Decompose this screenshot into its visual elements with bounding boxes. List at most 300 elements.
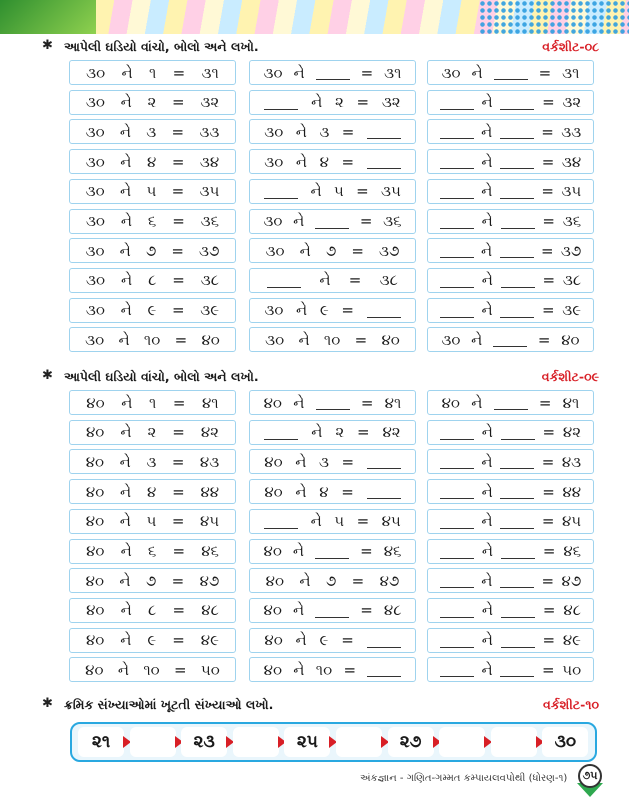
- answer-blank[interactable]: [440, 124, 474, 139]
- equation-token: ૫: [333, 182, 344, 201]
- answer-blank[interactable]: [264, 95, 298, 110]
- equation-box: [249, 209, 416, 234]
- equation-box: [69, 390, 236, 415]
- equation-token: ૪: [147, 152, 157, 171]
- equation-token: ૩૦: [85, 212, 105, 230]
- sequence-instruction: ક્રમિક સંખ્યાઓમાં ખૂટતી સંખ્યાઓ લખો.: [64, 697, 274, 712]
- equation-token: =: [357, 423, 370, 442]
- equation-token: =: [538, 63, 552, 82]
- equation-box: [69, 449, 236, 474]
- equation-box: [69, 60, 236, 85]
- equation-token: ને: [120, 152, 132, 171]
- answer-blank[interactable]: [315, 603, 349, 618]
- equation-token: ૩૦: [85, 330, 105, 349]
- equation-token: ૩: [319, 122, 330, 141]
- equation-box: [249, 539, 416, 564]
- answer-blank[interactable]: [494, 65, 528, 80]
- answer-blank[interactable]: [367, 662, 401, 677]
- equation-token: ૪૦: [264, 452, 283, 471]
- equation-token: ૪૨: [200, 423, 219, 442]
- equation-box: [427, 449, 594, 474]
- equation-token: ૩૦: [85, 122, 105, 141]
- equation-box: [249, 509, 416, 534]
- section-header: [42, 368, 599, 388]
- equation-token: ૩: [318, 452, 329, 471]
- equation-token: ૩૬: [383, 212, 402, 230]
- equation-token: =: [542, 423, 556, 442]
- equation-token: ૪૦: [85, 571, 105, 590]
- equation-token: ને: [295, 452, 307, 471]
- equation-token: ને: [295, 482, 307, 501]
- equation-box: [427, 298, 594, 323]
- equation-token: =: [171, 182, 185, 201]
- equation-token: ને: [120, 542, 132, 560]
- answer-blank[interactable]: [440, 573, 474, 588]
- answer-blank[interactable]: [493, 332, 527, 347]
- equation-token: ને: [117, 660, 129, 679]
- equation-box: [427, 390, 594, 415]
- answer-blank[interactable]: [500, 573, 534, 588]
- equation-box: [249, 568, 416, 593]
- equation-token: =: [360, 542, 373, 560]
- equation-token: ને: [121, 393, 133, 412]
- equation-box: [69, 568, 236, 593]
- equation-box: [249, 327, 416, 352]
- equation-token: ૪૨: [382, 423, 401, 442]
- equation-token: ૪૦: [86, 542, 105, 560]
- equation-token: ૩૦: [263, 63, 283, 82]
- equation-token: ૪૦: [441, 393, 460, 412]
- equation-token: ૨: [147, 423, 157, 442]
- equation-token: ૩૦: [264, 301, 284, 320]
- equation-box: [249, 149, 416, 174]
- equation-token: =: [356, 512, 370, 531]
- equation-token: =: [172, 393, 186, 412]
- answer-blank[interactable]: [501, 544, 535, 559]
- equation-token: ૩૦: [85, 301, 105, 320]
- equation-token: ૩૩: [199, 122, 220, 141]
- equation-token: ૪: [319, 482, 329, 501]
- equation-token: ને: [120, 93, 132, 112]
- sequence-number: ૨૧: [78, 727, 124, 757]
- sequence-header: [42, 696, 599, 716]
- equation-box: [427, 119, 594, 144]
- equation-token: =: [351, 241, 364, 260]
- equation-token: =: [171, 122, 185, 141]
- equation-token: ને: [481, 660, 493, 679]
- equation-token: ૪: [319, 152, 329, 171]
- equation-token: ૪૩: [199, 452, 220, 471]
- equation-token: =: [541, 182, 554, 201]
- equation-token: ને: [481, 423, 493, 442]
- equation-token: ૪૦: [85, 631, 105, 650]
- equation-token: ૨: [335, 423, 345, 442]
- answer-blank[interactable]: [440, 273, 474, 288]
- equation-token: ને: [481, 212, 493, 230]
- equation-token: ૩૫: [199, 182, 220, 201]
- equation-token: ૩૨: [562, 93, 582, 112]
- equation-box: [427, 179, 594, 204]
- equation-token: ૩૫: [561, 182, 582, 201]
- answer-blank[interactable]: [500, 454, 534, 469]
- equation-token: ને: [481, 512, 493, 531]
- equation-token: ને: [119, 182, 132, 201]
- equation-token: ને: [471, 63, 483, 82]
- equation-token: ૪૦: [86, 601, 105, 620]
- worksheet-label: વર્કશીટ-૧૦: [543, 697, 599, 712]
- equation-box: [427, 60, 594, 85]
- answer-blank[interactable]: [315, 544, 349, 559]
- equation-token: =: [172, 601, 186, 620]
- answer-blank[interactable]: [501, 273, 535, 288]
- equation-token: ૪૧: [562, 393, 580, 412]
- equation-token: ૫: [146, 512, 157, 531]
- equation-token: ૩૦: [264, 152, 284, 171]
- equation-token: ૫૦: [200, 660, 220, 679]
- equation-token: ને: [292, 601, 305, 620]
- answer-blank[interactable]: [367, 124, 401, 139]
- equation-token: =: [171, 571, 185, 590]
- equation-token: ને: [299, 241, 311, 260]
- worksheet-label: વર્કશીટ-૦૮: [542, 39, 599, 54]
- equation-token: ૪૦: [263, 542, 282, 560]
- equation-box: [69, 119, 236, 144]
- dots-decoration: [479, 0, 629, 34]
- equation-token: ૪૦: [85, 423, 105, 442]
- equation-token: =: [171, 152, 185, 171]
- sequence-strip: [70, 722, 597, 762]
- equation-token: ૪૫: [200, 512, 220, 531]
- equation-token: ૭: [325, 571, 337, 590]
- equation-token: ને: [298, 330, 310, 349]
- equation-token: =: [356, 182, 369, 201]
- equation-token: ૪૬: [201, 542, 219, 560]
- equation-token: ને: [481, 571, 493, 590]
- answer-blank[interactable]: [501, 633, 535, 648]
- equation-token: =: [172, 542, 186, 560]
- worksheet-label: વર્કશીટ-૦૯: [541, 369, 599, 384]
- equation-box: [249, 119, 416, 144]
- answer-blank[interactable]: [500, 184, 534, 199]
- equation-token: ૪૯: [200, 631, 219, 650]
- equation-token: ને: [481, 542, 494, 560]
- answer-blank[interactable]: [440, 303, 474, 318]
- equation-box: [69, 238, 236, 263]
- equation-token: =: [542, 601, 556, 620]
- equation-token: ૯: [319, 631, 329, 650]
- sequence-number: ૨૫: [284, 727, 330, 757]
- answer-blank[interactable]: [500, 154, 534, 169]
- equation-token: ને: [296, 301, 308, 320]
- equation-token: ૪૪: [562, 482, 582, 501]
- answer-blank[interactable]: [264, 514, 298, 529]
- equation-token: ૭: [145, 241, 157, 260]
- equation-token: ૪૭: [379, 571, 400, 590]
- equation-box: [427, 509, 594, 534]
- answer-blank[interactable]: [500, 243, 534, 258]
- answer-blank[interactable]: [440, 603, 474, 618]
- equation-token: ૩૮: [562, 271, 582, 290]
- equation-box: [249, 657, 416, 682]
- equation-token: ને: [299, 571, 311, 590]
- answer-blank[interactable]: [367, 154, 401, 169]
- answer-blank[interactable]: [500, 662, 534, 677]
- equation-box: [427, 327, 594, 352]
- equation-box: [427, 568, 594, 593]
- equation-token: ૪૦: [381, 330, 400, 349]
- equation-token: ૪૦: [263, 393, 282, 412]
- equation-box: [69, 420, 236, 445]
- equation-token: =: [171, 241, 184, 260]
- equation-token: ને: [120, 423, 132, 442]
- equation-token: ને: [311, 423, 323, 442]
- answer-blank[interactable]: [440, 214, 474, 229]
- answer-blank[interactable]: [315, 214, 349, 229]
- equation-token: ૯: [147, 301, 157, 320]
- equation-token: ૩૯: [200, 301, 220, 320]
- equation-token: ૧૦: [143, 660, 160, 679]
- answer-blank[interactable]: [264, 184, 298, 199]
- equation-box: [69, 598, 236, 623]
- equation-token: ને: [119, 122, 132, 141]
- equation-token: ૩૦: [265, 330, 285, 349]
- sequence-blank[interactable]: [491, 727, 537, 757]
- equation-token: ૩૬: [200, 212, 220, 230]
- equation-token: =: [537, 330, 551, 349]
- equation-token: ને: [481, 301, 493, 320]
- equation-token: ૩૭: [560, 241, 582, 260]
- answer-blank[interactable]: [367, 303, 401, 318]
- footer-text: અંકજ્ઞાન - ગણિત-ગમ્મત કમ્પાયલવપોથી (ધોરણ-૧): [360, 773, 568, 784]
- answer-blank[interactable]: [440, 484, 474, 499]
- equation-token: ૨: [147, 93, 157, 112]
- answer-blank[interactable]: [501, 603, 535, 618]
- equation-box: [69, 539, 236, 564]
- bullet-icon: ✱: [42, 696, 53, 711]
- sequence-blank[interactable]: [233, 727, 279, 757]
- answer-blank[interactable]: [264, 425, 298, 440]
- equation-token: =: [542, 631, 556, 650]
- equation-token: ૩૦: [85, 241, 105, 260]
- answer-blank[interactable]: [440, 425, 474, 440]
- equation-token: ૩૦: [85, 182, 105, 201]
- equation-token: ૯: [147, 631, 157, 650]
- equation-token: =: [341, 631, 354, 650]
- equation-token: =: [538, 393, 552, 412]
- sequence-number: ૨૩: [181, 727, 227, 757]
- equation-token: =: [542, 93, 555, 112]
- equation-box: [427, 420, 594, 445]
- equation-box: [427, 539, 594, 564]
- equation-token: =: [341, 301, 354, 320]
- equation-token: ૩૦: [265, 241, 285, 260]
- equation-token: =: [360, 393, 374, 412]
- equation-token: ૪૦: [265, 571, 285, 590]
- equation-token: ૩૦: [85, 152, 105, 171]
- equation-token: ૬: [147, 542, 157, 560]
- equation-token: ને: [295, 122, 307, 141]
- answer-blank[interactable]: [267, 273, 301, 288]
- equation-box: [427, 209, 594, 234]
- equation-box: [249, 390, 416, 415]
- equation-token: ૩૧: [384, 63, 402, 82]
- equation-token: ૩૧: [562, 63, 580, 82]
- equation-token: ૪૫: [381, 512, 401, 531]
- bullet-icon: ✱: [42, 368, 53, 383]
- equation-box: [69, 509, 236, 534]
- equation-token: ને: [293, 63, 305, 82]
- equation-token: ને: [120, 601, 132, 620]
- equation-token: ૧૦: [323, 330, 341, 349]
- equation-token: =: [172, 423, 185, 442]
- equation-token: ૪૧: [384, 393, 402, 412]
- equation-token: ને: [295, 152, 308, 171]
- equation-box: [249, 238, 416, 263]
- equation-token: ૧૦: [315, 660, 333, 679]
- equation-token: =: [542, 482, 555, 501]
- equation-box: [69, 149, 236, 174]
- equation-token: =: [354, 330, 368, 349]
- page-number: ૭૫: [578, 764, 602, 788]
- equation-token: =: [541, 452, 555, 471]
- answer-blank[interactable]: [440, 514, 474, 529]
- answer-blank[interactable]: [316, 65, 350, 80]
- equation-token: ૪૩: [561, 452, 582, 471]
- equation-token: ને: [120, 301, 132, 320]
- equation-box: [69, 298, 236, 323]
- equation-token: ને: [471, 330, 483, 349]
- equation-box: [69, 209, 236, 234]
- equation-token: ૧૦: [143, 330, 161, 349]
- equation-token: ને: [120, 271, 133, 290]
- equation-box: [69, 179, 236, 204]
- equation-box: [249, 298, 416, 323]
- equation-box: [249, 598, 416, 623]
- equation-token: =: [542, 301, 555, 320]
- equation-token: ૩૦: [441, 63, 461, 82]
- equation-token: ૪: [146, 482, 157, 501]
- answer-blank[interactable]: [367, 454, 401, 469]
- equation-box: [249, 628, 416, 653]
- equation-token: =: [541, 512, 555, 531]
- answer-blank[interactable]: [494, 395, 528, 410]
- answer-blank[interactable]: [440, 662, 474, 677]
- equation-token: =: [172, 301, 185, 320]
- answer-blank[interactable]: [501, 425, 535, 440]
- equation-token: ૩૭: [379, 241, 400, 260]
- equation-box: [249, 90, 416, 115]
- green-leaf-decoration: [0, 0, 96, 34]
- equation-token: ૪૬: [563, 542, 582, 560]
- equation-token: =: [356, 93, 370, 112]
- equation-token: ને: [120, 631, 132, 650]
- equation-box: [427, 90, 594, 115]
- equation-token: ૪૦: [263, 660, 282, 679]
- equation-token: ને: [293, 212, 305, 230]
- equation-token: =: [542, 542, 556, 560]
- equation-box: [249, 268, 416, 293]
- equation-token: ૪૧: [202, 393, 219, 412]
- equation-token: ને: [481, 122, 493, 141]
- equation-token: ને: [481, 182, 493, 201]
- answer-blank[interactable]: [440, 154, 474, 169]
- equation-box: [427, 268, 594, 293]
- equation-token: =: [343, 660, 357, 679]
- answer-blank[interactable]: [440, 95, 474, 110]
- section-instruction: આપેલી ઘડિયો વાંચો, બોલો અને લખો.: [64, 39, 259, 54]
- answer-blank[interactable]: [440, 184, 474, 199]
- equation-box: [427, 628, 594, 653]
- equation-token: ૬: [147, 212, 157, 230]
- equation-token: =: [541, 571, 555, 590]
- equation-box: [427, 149, 594, 174]
- equation-token: ૫૦: [562, 660, 582, 679]
- equation-token: ૩૯: [562, 301, 582, 320]
- equation-token: ને: [293, 660, 305, 679]
- answer-blank[interactable]: [440, 633, 474, 648]
- answer-blank[interactable]: [501, 214, 535, 229]
- answer-blank[interactable]: [500, 95, 534, 110]
- equation-token: =: [360, 63, 374, 82]
- answer-blank[interactable]: [500, 514, 534, 529]
- sequence-blank[interactable]: [130, 727, 176, 757]
- answer-blank[interactable]: [440, 243, 474, 258]
- equation-token: ૩૦: [263, 212, 283, 230]
- answer-blank[interactable]: [367, 484, 401, 499]
- equation-token: ને: [481, 93, 493, 112]
- equation-token: ૩૦: [85, 271, 105, 290]
- equation-token: ને: [481, 152, 493, 171]
- bullet-icon: ✱: [42, 38, 53, 53]
- sequence-blank[interactable]: [439, 727, 485, 757]
- equation-token: ૩૮: [379, 271, 398, 290]
- equation-box: [427, 238, 594, 263]
- equation-token: ૪૦: [85, 482, 105, 501]
- equation-token: ને: [311, 93, 323, 112]
- answer-blank[interactable]: [367, 633, 401, 648]
- answer-blank[interactable]: [500, 124, 534, 139]
- equation-token: =: [174, 330, 188, 349]
- equation-box: [249, 179, 416, 204]
- answer-blank[interactable]: [500, 484, 534, 499]
- equation-token: ૪૮: [383, 601, 402, 620]
- equation-box: [249, 60, 416, 85]
- sequence-blank[interactable]: [336, 727, 382, 757]
- equation-token: ને: [119, 571, 131, 590]
- equation-token: ૮: [148, 601, 157, 620]
- answer-blank[interactable]: [440, 544, 474, 559]
- equation-token: ૪૦: [263, 601, 282, 620]
- equation-token: =: [172, 631, 185, 650]
- equation-token: =: [341, 452, 355, 471]
- equation-token: ૧: [148, 63, 157, 82]
- equation-box: [427, 598, 594, 623]
- equation-token: ૪૦: [85, 452, 105, 471]
- equation-token: ને: [120, 482, 132, 501]
- equation-token: ૧: [148, 393, 157, 412]
- equation-token: ને: [481, 241, 493, 260]
- equation-token: =: [172, 63, 186, 82]
- answer-blank[interactable]: [440, 454, 474, 469]
- answer-blank[interactable]: [500, 303, 534, 318]
- equation-token: ૪૭: [561, 571, 582, 590]
- equation-token: =: [360, 601, 373, 620]
- equation-token: =: [341, 122, 355, 141]
- equation-token: =: [172, 271, 185, 290]
- section-header: [42, 38, 599, 58]
- equation-box: [427, 657, 594, 682]
- answer-blank[interactable]: [316, 395, 350, 410]
